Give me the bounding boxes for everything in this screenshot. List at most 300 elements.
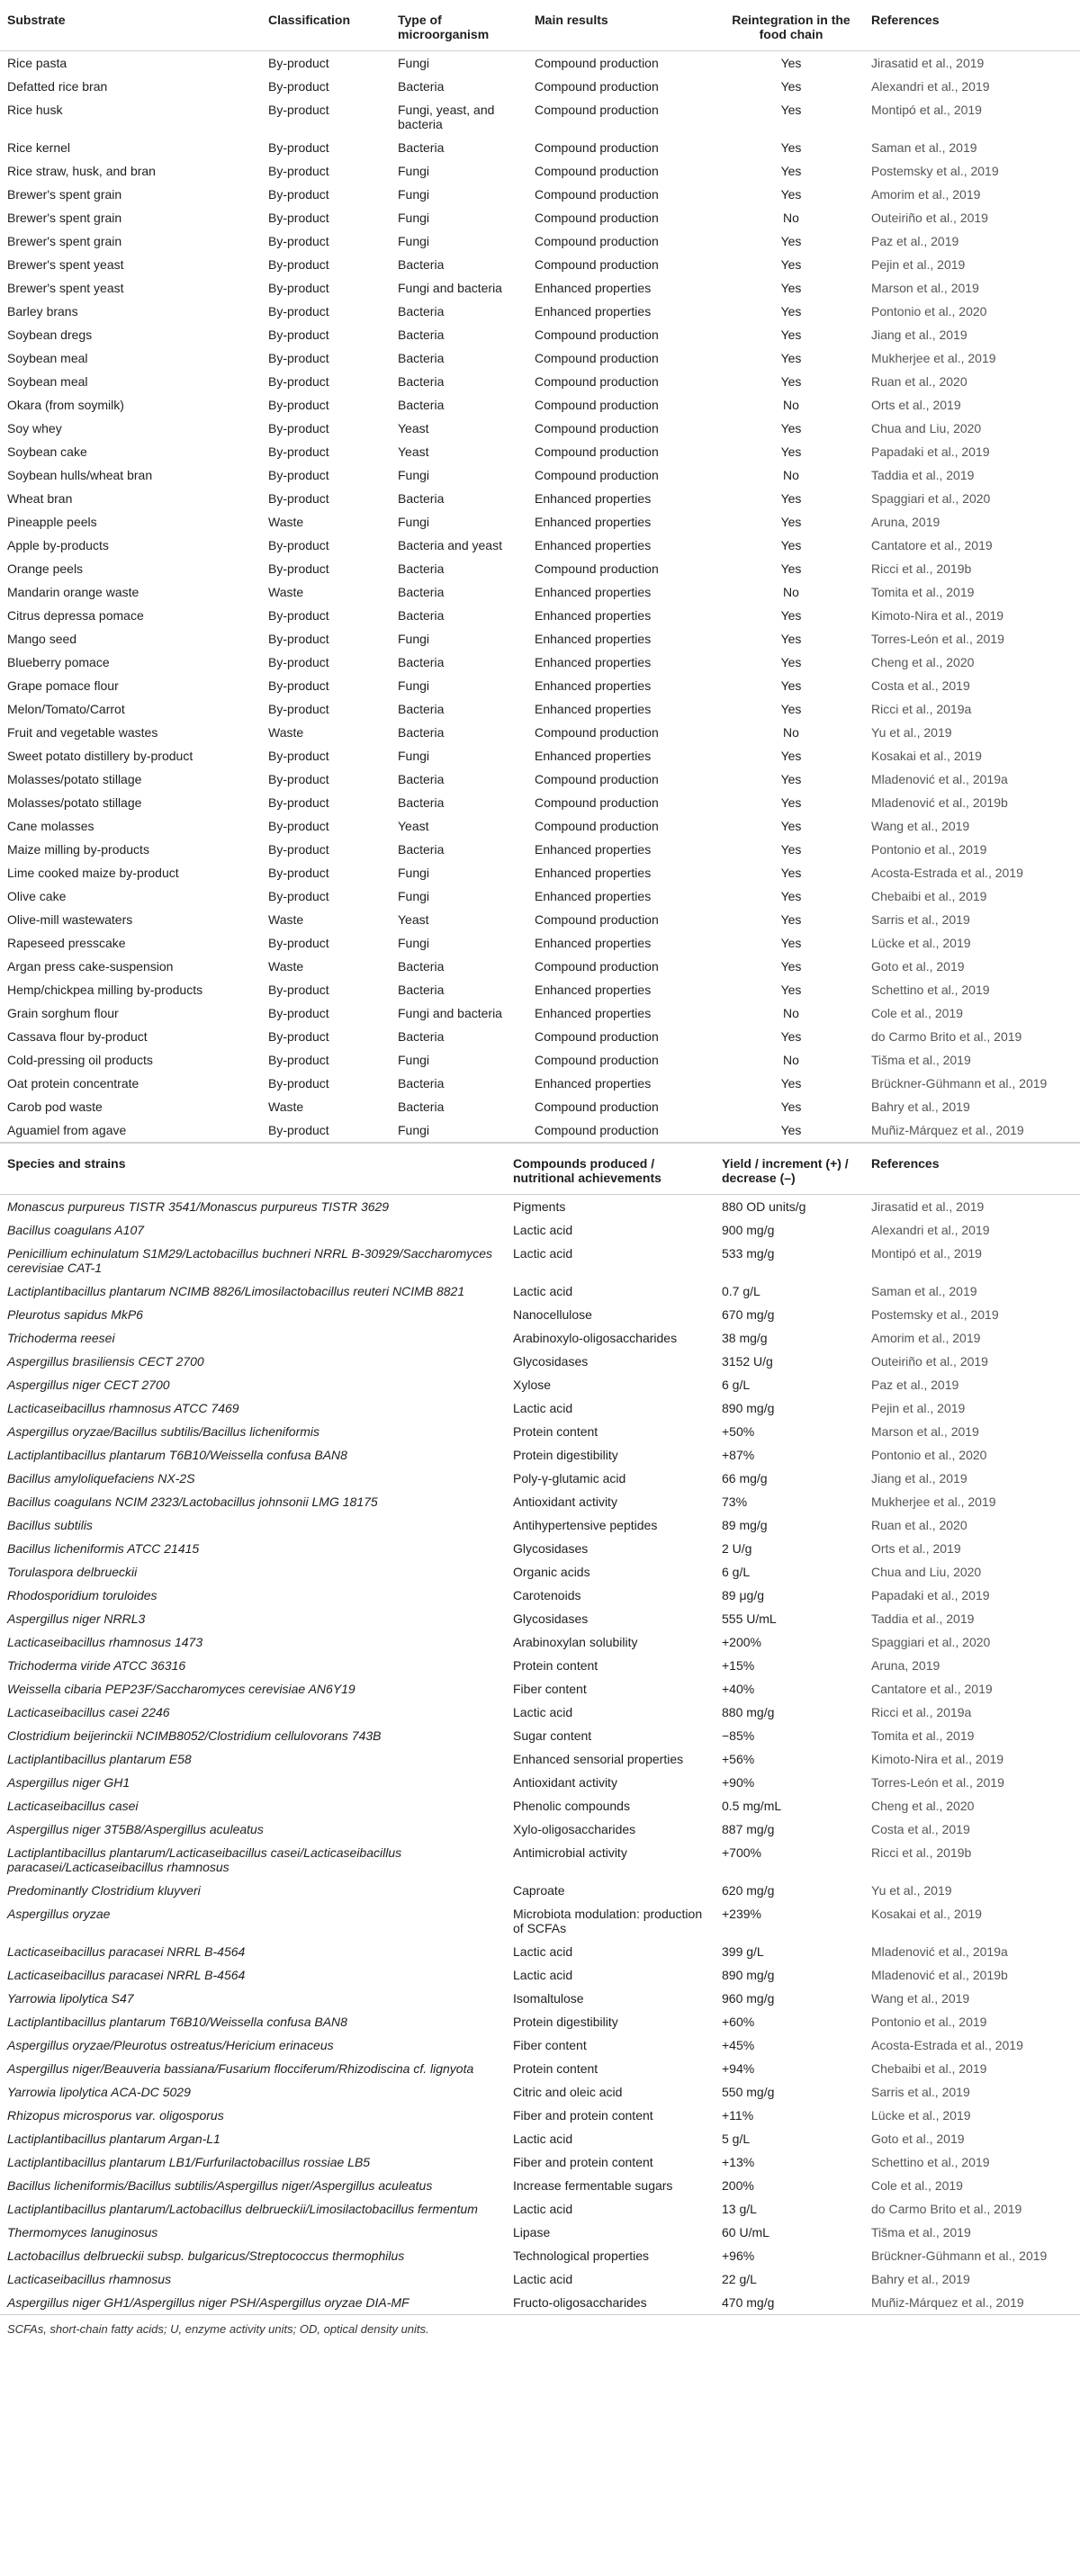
cell-yield: −85%: [722, 1728, 755, 1743]
cell-classification: By-product: [268, 491, 329, 506]
table-row: [0, 183, 1080, 206]
table-row: [0, 2291, 1080, 2315]
cell-classification: Waste: [268, 912, 304, 927]
cell-reference: Ricci et al., 2019b: [871, 1845, 972, 1860]
cell-reference: Pontonio et al., 2019: [871, 842, 987, 857]
cell-species: Trichoderma viride ATCC 36316: [7, 1658, 186, 1673]
cell-reference: Goto et al., 2019: [871, 959, 965, 974]
cell-species: Aspergillus niger CECT 2700: [7, 1378, 170, 1392]
cell-species: Yarrowia lipolytica ACA-DC 5029: [7, 2085, 191, 2099]
cell-main-result: Compound production: [535, 725, 659, 740]
cell-species: Aspergillus niger 3T5B8/Aspergillus aculeatus: [7, 1822, 264, 1836]
cell-reference: Torres-León et al., 2019: [871, 632, 1004, 646]
cell-reference: Papadaki et al., 2019: [871, 1588, 990, 1602]
cell-microorganism: Bacteria: [398, 561, 445, 576]
cell-compound: Fructo-oligosaccharides: [506, 2291, 715, 2315]
cell-reintegration: Yes: [780, 1029, 802, 1044]
cell-reference: Marson et al., 2019: [871, 1424, 979, 1439]
table-row: [0, 2174, 1080, 2197]
cell-reference: Cole et al., 2019: [871, 1006, 963, 1020]
table-row: [0, 1987, 1080, 2010]
cell-main-result: Compound production: [535, 398, 659, 412]
cell-microorganism: Fungi: [398, 678, 430, 693]
table-row: [0, 1490, 1080, 1513]
table-row: [0, 1025, 1080, 1048]
cell-classification: By-product: [268, 749, 329, 763]
table-row: [0, 1443, 1080, 1467]
table-row: [0, 604, 1080, 627]
cell-classification: By-product: [268, 795, 329, 810]
cell-reference: Chebaibi et al., 2019: [871, 889, 987, 903]
cell-microorganism: Bacteria: [398, 304, 445, 319]
cell-classification: By-product: [268, 1053, 329, 1067]
cell-reintegration: Yes: [780, 819, 802, 833]
cell-reintegration: Yes: [780, 140, 802, 155]
cell-classification: By-product: [268, 79, 329, 94]
cell-microorganism: Fungi and bacteria: [398, 1006, 502, 1020]
cell-main-result: Compound production: [535, 56, 659, 70]
cell-classification: By-product: [268, 281, 329, 295]
cell-reintegration: Yes: [780, 749, 802, 763]
cell-reference: Wang et al., 2019: [871, 819, 970, 833]
cell-compound: Lactic acid: [513, 1246, 573, 1261]
table-row: [0, 229, 1080, 253]
cell-reference: Cheng et al., 2020: [871, 1799, 975, 1813]
cell-yield: 66 mg/g: [722, 1471, 768, 1485]
cell-microorganism: Fungi: [398, 936, 430, 950]
cell-yield: 38 mg/g: [722, 1331, 768, 1345]
cell-reference: Pontonio et al., 2019: [871, 2015, 987, 2029]
cell-main-result: Compound production: [535, 234, 659, 248]
cell-reference: Pejin et al., 2019: [871, 1401, 966, 1415]
cell-yield: +15%: [722, 1658, 755, 1673]
cell-species: Lactiplantibacillus plantarum LB1/Furfurilactobacillus rossiae LB5: [7, 2155, 371, 2169]
cell-yield: +96%: [722, 2248, 755, 2263]
table-row: [0, 1326, 1080, 1350]
cell-substrate: Olive-mill wastewaters: [7, 912, 133, 927]
cell-reference: Costa et al., 2019: [871, 678, 970, 693]
cell-substrate: Rice kernel: [7, 140, 71, 155]
cell-classification: By-product: [268, 1076, 329, 1091]
table-row: [0, 767, 1080, 791]
cell-compound: Arabinoxylan solubility: [513, 1635, 638, 1649]
table-row: [0, 1940, 1080, 1963]
table-row: [0, 1771, 1080, 1794]
cell-yield: 89 mg/g: [722, 1518, 768, 1532]
cell-substrate: Soybean dregs: [7, 328, 93, 342]
cell-compound: Lactic acid: [513, 2272, 573, 2286]
cell-reference: Chua and Liu, 2020: [871, 421, 982, 435]
cell-main-result: Enhanced properties: [535, 749, 652, 763]
cell-yield: 3152 U/g: [722, 1354, 773, 1369]
cell-main-result: Compound production: [535, 103, 659, 117]
cell-compound: Lactic acid: [513, 1223, 573, 1237]
cell-reference: Schettino et al., 2019: [871, 983, 990, 997]
cell-reintegration: Yes: [780, 444, 802, 459]
cell-species: Aspergillus brasiliensis CECT 2700: [7, 1354, 204, 1369]
cell-classification: By-product: [268, 866, 329, 880]
cell-reference: Kimoto-Nira et al., 2019: [871, 1752, 1004, 1766]
cell-microorganism: Fungi: [398, 187, 430, 202]
table-row: [0, 814, 1080, 838]
cell-reintegration: Yes: [780, 561, 802, 576]
cell-microorganism: Bacteria: [398, 79, 445, 94]
cell-compound: Antioxidant activity: [513, 1775, 617, 1790]
cell-reference: Montipó et al., 2019: [871, 103, 982, 117]
table-row: [0, 1513, 1080, 1537]
table-row: [0, 1072, 1080, 1095]
cell-species: Lactiplantibacillus plantarum T6B10/Weissella confusa BAN8: [7, 2015, 347, 2029]
cell-classification: By-product: [268, 421, 329, 435]
cell-reference: Papadaki et al., 2019: [871, 444, 990, 459]
cell-reference: Muñiz-Márquez et al., 2019: [864, 1118, 1080, 1143]
cell-microorganism: Bacteria: [398, 772, 445, 786]
cell-microorganism: Fungi: [398, 234, 430, 248]
cell-compound: Protein digestibility: [513, 1448, 618, 1462]
cell-yield: 6 g/L: [722, 1565, 751, 1579]
cell-reintegration: Yes: [780, 912, 802, 927]
cell-species: Lactiplantibacillus plantarum/Lactobacillus delbrueckii/Limosilactobacillus fermentum: [7, 2202, 478, 2216]
cell-species: Lactobacillus delbrueckii subsp. bulgaricus/Streptococcus thermophilus: [7, 2248, 405, 2263]
cell-microorganism: Bacteria: [398, 608, 445, 623]
cell-species: Bacillus subtilis: [7, 1518, 93, 1532]
cell-yield: +13%: [722, 2155, 755, 2169]
cell-main-result: Enhanced properties: [535, 304, 652, 319]
cell-main-result: Enhanced properties: [535, 632, 652, 646]
cell-reference: Cantatore et al., 2019: [871, 1682, 993, 1696]
header-substrate: Substrate: [0, 0, 261, 51]
cell-compound: Glycosidases: [513, 1611, 589, 1626]
cell-microorganism: Fungi and bacteria: [398, 281, 502, 295]
cell-species: Aspergillus oryzae: [7, 1907, 111, 1921]
cell-compound: Lactic acid: [513, 1284, 573, 1298]
table-row: [0, 51, 1080, 76]
cell-reference: do Carmo Brito et al., 2019: [871, 1029, 1022, 1044]
table-row: [0, 1724, 1080, 1747]
cell-reference: Kosakai et al., 2019: [871, 1907, 982, 1921]
table-row: [0, 487, 1080, 510]
cell-classification: Waste: [268, 515, 304, 529]
table-row: [0, 2033, 1080, 2057]
cell-reintegration: Yes: [780, 702, 802, 716]
table-row: [0, 2080, 1080, 2104]
cell-substrate: Rice pasta: [7, 56, 68, 70]
cell-reintegration: No: [783, 725, 799, 740]
cell-reintegration: No: [783, 1006, 799, 1020]
cell-compound: Antioxidant activity: [513, 1494, 617, 1509]
cell-classification: By-product: [268, 678, 329, 693]
cell-species: Torulaspora delbrueckii: [7, 1565, 138, 1579]
cell-microorganism: Yeast: [398, 444, 429, 459]
cell-species: Lactiplantibacillus plantarum Argan-L1: [7, 2132, 220, 2146]
cell-microorganism: Bacteria: [398, 140, 445, 155]
cell-microorganism: Bacteria: [398, 655, 445, 669]
cell-reference: Saman et al., 2019: [871, 140, 977, 155]
cell-main-result: Compound production: [535, 211, 659, 225]
cell-microorganism: Yeast: [398, 421, 429, 435]
cell-species: Lactiplantibacillus plantarum NCIMB 8826/Limosilactobacillus reuteri NCIMB 8821: [7, 1284, 465, 1298]
cell-reference: Aruna, 2019: [871, 1658, 940, 1673]
cell-microorganism: Bacteria: [398, 1100, 445, 1114]
cell-compound: Protein digestibility: [513, 2015, 618, 2029]
cell-species: Bacillus licheniformis ATCC 21415: [7, 1541, 200, 1556]
cell-reference: Bahry et al., 2019: [871, 1100, 970, 1114]
header-references-2: References: [864, 1144, 1080, 1195]
cell-substrate: Apple by-products: [7, 538, 109, 552]
table-row: [0, 1841, 1080, 1879]
cell-compound: Sugar content: [513, 1728, 592, 1743]
cell-yield: 533 mg/g: [722, 1246, 775, 1261]
cell-yield: +45%: [722, 2038, 755, 2052]
cell-species: Predominantly Clostridium kluyveri: [7, 1883, 201, 1898]
cell-yield: 6 g/L: [722, 1378, 751, 1392]
cell-main-result: Enhanced properties: [535, 866, 652, 880]
cell-microorganism: Bacteria: [398, 702, 445, 716]
table-row: [0, 1747, 1080, 1771]
cell-main-result: Enhanced properties: [535, 585, 652, 599]
cell-microorganism: Bacteria: [398, 398, 445, 412]
cell-classification: By-product: [268, 889, 329, 903]
table-row: [0, 1794, 1080, 1818]
table-row: [0, 1630, 1080, 1654]
cell-main-result: Compound production: [535, 164, 659, 178]
cell-reintegration: No: [783, 468, 799, 482]
cell-main-result: Compound production: [535, 561, 659, 576]
table-row: [0, 1677, 1080, 1701]
cell-classification: By-product: [268, 632, 329, 646]
strain-table-body: [0, 1195, 1080, 2315]
cell-reference: Cantatore et al., 2019: [871, 538, 993, 552]
cell-reference: Jiang et al., 2019: [871, 328, 968, 342]
cell-reference: Amorim et al., 2019: [871, 1331, 981, 1345]
cell-species: Aspergillus niger/Beauveria bassiana/Fusarium flocciferum/Rhizodiscina cf. lignyota: [7, 2061, 474, 2076]
cell-yield: +50%: [722, 1424, 755, 1439]
cell-reference: Ricci et al., 2019a: [871, 1705, 972, 1719]
cell-compound: Protein content: [513, 2061, 598, 2076]
cell-substrate: Cane molasses: [7, 819, 94, 833]
cell-microorganism: Bacteria: [398, 842, 445, 857]
table-row: [0, 931, 1080, 955]
cell-substrate: Olive cake: [7, 889, 67, 903]
cell-yield: 880 OD units/g: [722, 1199, 806, 1214]
cell-classification: By-product: [268, 164, 329, 178]
header-main-results: Main results: [527, 0, 715, 51]
cell-substrate: Pineapple peels: [7, 515, 97, 529]
table-row: [0, 98, 1080, 136]
cell-substrate: Fruit and vegetable wastes: [7, 725, 158, 740]
cell-substrate: Lime cooked maize by-product: [7, 866, 179, 880]
cell-main-result: Enhanced properties: [535, 678, 652, 693]
cell-compound: Lactic acid: [513, 2132, 573, 2146]
cell-compound: Antimicrobial activity: [513, 1845, 627, 1860]
cell-reference: Kosakai et al., 2019: [871, 749, 982, 763]
cell-compound: Antihypertensive peptides: [513, 1518, 658, 1532]
cell-reference: Paz et al., 2019: [871, 1378, 959, 1392]
cell-substrate: Molasses/potato stillage: [7, 772, 142, 786]
cell-substrate: Grain sorghum flour: [7, 1006, 119, 1020]
cell-species: Bacillus coagulans A107: [7, 1223, 145, 1237]
table-row: [0, 1048, 1080, 1072]
cell-reintegration: Yes: [780, 304, 802, 319]
cell-substrate: Rice straw, husk, and bran: [7, 164, 156, 178]
cell-classification: By-product: [268, 608, 329, 623]
cell-reintegration: Yes: [715, 1118, 864, 1143]
cell-substrate: Cassava flour by-product: [7, 1029, 148, 1044]
cell-yield: 2 U/g: [722, 1541, 752, 1556]
cell-species: Monascus purpureus TISTR 3541/Monascus purpureus TISTR 3629: [7, 1199, 390, 1214]
table-row: [0, 1218, 1080, 1242]
cell-reference: Schettino et al., 2019: [871, 2155, 990, 2169]
table-row: [0, 2267, 1080, 2291]
strain-table-header: [0, 1144, 1080, 1195]
table-row: [0, 2244, 1080, 2267]
cell-microorganism: Fungi: [398, 56, 430, 70]
cell-species: Rhizopus microsporus var. oligosporus: [7, 2108, 224, 2123]
table-row: [0, 1902, 1080, 1940]
cell-reference: Alexandri et al., 2019: [871, 79, 990, 94]
cell-yield: +700%: [722, 1845, 761, 1860]
cell-reintegration: No: [783, 585, 799, 599]
cell-compound: Isomaltulose: [513, 1991, 584, 2006]
cell-main-result: Compound production: [527, 1118, 715, 1143]
table-row: [0, 651, 1080, 674]
cell-microorganism: Bacteria and yeast: [398, 538, 502, 552]
cell-compound: Increase fermentable sugars: [513, 2178, 673, 2193]
cell-classification: By-product: [268, 655, 329, 669]
cell-reference: Tomita et al., 2019: [871, 585, 975, 599]
table-row: [0, 697, 1080, 721]
cell-microorganism: Yeast: [398, 819, 429, 833]
cell-main-result: Compound production: [535, 328, 659, 342]
header-yield: Yield / increment (+) / decrease (–): [715, 1144, 864, 1195]
cell-substrate: Mango seed: [7, 632, 77, 646]
cell-reference: Jirasatid et al., 2019: [871, 1199, 985, 1214]
cell-classification: By-product: [268, 374, 329, 389]
cell-main-result: Compound production: [535, 351, 659, 365]
cell-microorganism: Fungi: [398, 632, 430, 646]
cell-reference: Paz et al., 2019: [871, 234, 959, 248]
cell-compound: Lactic acid: [513, 1401, 573, 1415]
cell-yield: +56%: [722, 1752, 755, 1766]
cell-reintegration: Yes: [780, 351, 802, 365]
cell-substrate: Brewer's spent yeast: [7, 257, 124, 272]
cell-compound: Caproate: [513, 1883, 565, 1898]
cell-reference: Ricci et al., 2019b: [871, 561, 972, 576]
cell-classification: By-product: [268, 561, 329, 576]
cell-species: Lactiplantibacillus plantarum E58: [7, 1752, 192, 1766]
cell-compound: Microbiota modulation: production of SCFAs: [513, 1907, 703, 1935]
cell-classification: By-product: [268, 328, 329, 342]
table-row: [0, 2127, 1080, 2150]
cell-classification: By-product: [268, 444, 329, 459]
cell-substrate: Brewer's spent grain: [7, 187, 122, 202]
cell-species: Trichoderma reesei: [7, 1331, 115, 1345]
cell-classification: Waste: [268, 725, 304, 740]
cell-main-result: Compound production: [535, 959, 659, 974]
cell-reference: Chua and Liu, 2020: [871, 1565, 982, 1579]
cell-compound: Phenolic compounds: [513, 1799, 630, 1813]
cell-substrate: Soybean meal: [7, 351, 88, 365]
cell-classification: By-product: [268, 211, 329, 225]
cell-main-result: Enhanced properties: [535, 702, 652, 716]
cell-yield: 620 mg/g: [722, 1883, 775, 1898]
cell-main-result: Compound production: [535, 140, 659, 155]
cell-reference: Montipó et al., 2019: [871, 1246, 982, 1261]
cell-microorganism: Fungi: [398, 749, 430, 763]
cell-main-result: Compound production: [535, 1053, 659, 1067]
cell-reference: Mladenović et al., 2019a: [871, 772, 1008, 786]
cell-reference: Taddia et al., 2019: [871, 468, 975, 482]
cell-yield: 60 U/mL: [722, 2225, 770, 2239]
cell-main-result: Compound production: [535, 187, 659, 202]
table-row: [0, 276, 1080, 300]
cell-classification: By-product: [268, 538, 329, 552]
cell-main-result: Enhanced properties: [535, 842, 652, 857]
cell-substrate: Brewer's spent grain: [7, 211, 122, 225]
cell-substrate: Hemp/chickpea milling by-products: [7, 983, 203, 997]
cell-species: Lacticaseibacillus paracasei NRRL B-4564: [7, 1968, 246, 1982]
cell-species: Lacticaseibacillus rhamnosus 1473: [7, 1635, 203, 1649]
table-row: [0, 206, 1080, 229]
cell-substrate: Citrus depressa pomace: [7, 608, 144, 623]
cell-microorganism: Bacteria: [398, 491, 445, 506]
cell-microorganism: Bacteria: [398, 351, 445, 365]
cell-reference: Lücke et al., 2019: [871, 936, 971, 950]
cell-reintegration: Yes: [780, 655, 802, 669]
cell-main-result: Compound production: [535, 468, 659, 482]
table-row: [0, 2197, 1080, 2221]
cell-reintegration: Yes: [780, 608, 802, 623]
cell-species: Aspergillus oryzae/Pleurotus ostreatus/Hericium erinaceus: [7, 2038, 334, 2052]
cell-species: Lacticaseibacillus casei: [7, 1799, 139, 1813]
table-row: [0, 136, 1080, 159]
cell-reference: Orts et al., 2019: [871, 1541, 961, 1556]
cell-yield: 890 mg/g: [722, 1968, 775, 1982]
cell-substrate: Brewer's spent yeast: [7, 281, 124, 295]
cell-yield: 670 mg/g: [722, 1307, 775, 1322]
cell-species: Aspergillus niger GH1/Aspergillus niger PSH/Aspergillus oryzae DIA-MF: [0, 2291, 506, 2315]
cell-reference: Sarris et al., 2019: [871, 912, 970, 927]
cell-reference: Mladenović et al., 2019a: [871, 1944, 1008, 1959]
cell-reference: Jiang et al., 2019: [871, 1471, 968, 1485]
table-row: [0, 1818, 1080, 1841]
cell-main-result: Compound production: [535, 374, 659, 389]
cell-reference: Tomita et al., 2019: [871, 1728, 975, 1743]
cell-main-result: Enhanced properties: [535, 889, 652, 903]
cell-compound: Pigments: [513, 1199, 566, 1214]
cell-classification: By-product: [268, 56, 329, 70]
cell-main-result: Compound production: [535, 257, 659, 272]
table-row: [0, 534, 1080, 557]
cell-reference: Amorim et al., 2019: [871, 187, 981, 202]
cell-compound: Xylose: [513, 1378, 552, 1392]
cell-yield: 960 mg/g: [722, 1991, 775, 2006]
cell-main-result: Compound production: [535, 1100, 659, 1114]
cell-substrate: Okara (from soymilk): [7, 398, 124, 412]
cell-compound: Glycosidases: [513, 1541, 589, 1556]
table-row: [0, 908, 1080, 931]
cell-substrate: Wheat bran: [7, 491, 73, 506]
cell-species: Aspergillus niger NRRL3: [7, 1611, 146, 1626]
cell-reference: Yu et al., 2019: [871, 725, 952, 740]
cell-substrate: Carob pod waste: [7, 1100, 103, 1114]
cell-compound: Fiber and protein content: [513, 2155, 653, 2169]
cell-reintegration: Yes: [780, 936, 802, 950]
table-row: [0, 1303, 1080, 1326]
cell-microorganism: Bacteria: [398, 1029, 445, 1044]
cell-microorganism: Bacteria: [398, 374, 445, 389]
cell-reintegration: Yes: [780, 795, 802, 810]
